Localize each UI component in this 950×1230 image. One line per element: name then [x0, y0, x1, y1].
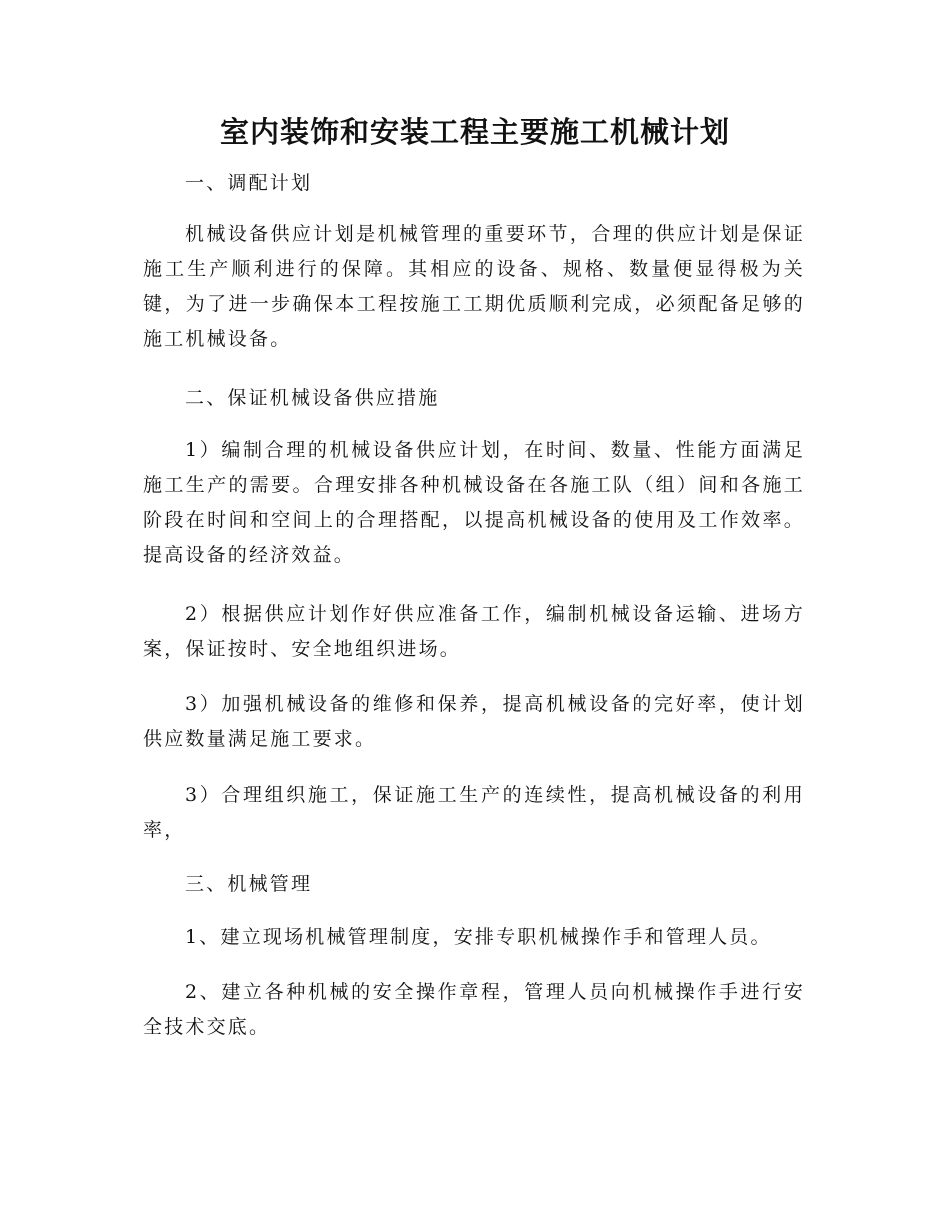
section-heading-machinery-management: 三、机械管理 — [185, 873, 313, 895]
paragraph-supply-plan-intro: 机械设备供应计划是机械管理的重要环节，合理的供应计划是保证施工生产顺利进行的保障。其相应的设备、规格、数量便显得极为关键，为了进一步确保本工程按施工工期优质顺利完成，必须配备足够的施工机械设备。 — [143, 223, 805, 350]
paragraph-measure-3: 3）加强机械设备的维修和保养，提高机械设备的完好率，使计划供应数量满足施工要求。 — [143, 693, 805, 750]
paragraph-measure-2: 2）根据供应计划作好供应准备工作，编制机械设备运输、进场方案，保证按时、安全地组织进场。 — [143, 603, 805, 660]
paragraph-management-2: 2、建立各种机械的安全操作章程，管理人员向机械操作手进行安全技术交底。 — [143, 981, 805, 1038]
paragraph-measure-1: 1）编制合理的机械设备供应计划，在时间、数量、性能方面满足施工生产的需要。合理安排各种机械设备在各施工队（组）间和各施工阶段在时间和空间上的合理搭配，以提高机械设备的使用及工作效率。提高设备的经济效益。 — [143, 439, 805, 566]
section-heading-supply-measures: 二、保证机械设备供应措施 — [185, 387, 440, 409]
paragraph-management-1: 1、建立现场机械管理制度，安排专职机械操作手和管理人员。 — [185, 926, 772, 948]
page-title: 室内装饰和安装工程主要施工机械计划 — [219, 115, 730, 149]
section-heading-dispatch-plan: 一、调配计划 — [185, 172, 313, 194]
paragraph-measure-4: 3）合理组织施工，保证施工生产的连续性，提高机械设备的利用率， — [143, 784, 805, 841]
